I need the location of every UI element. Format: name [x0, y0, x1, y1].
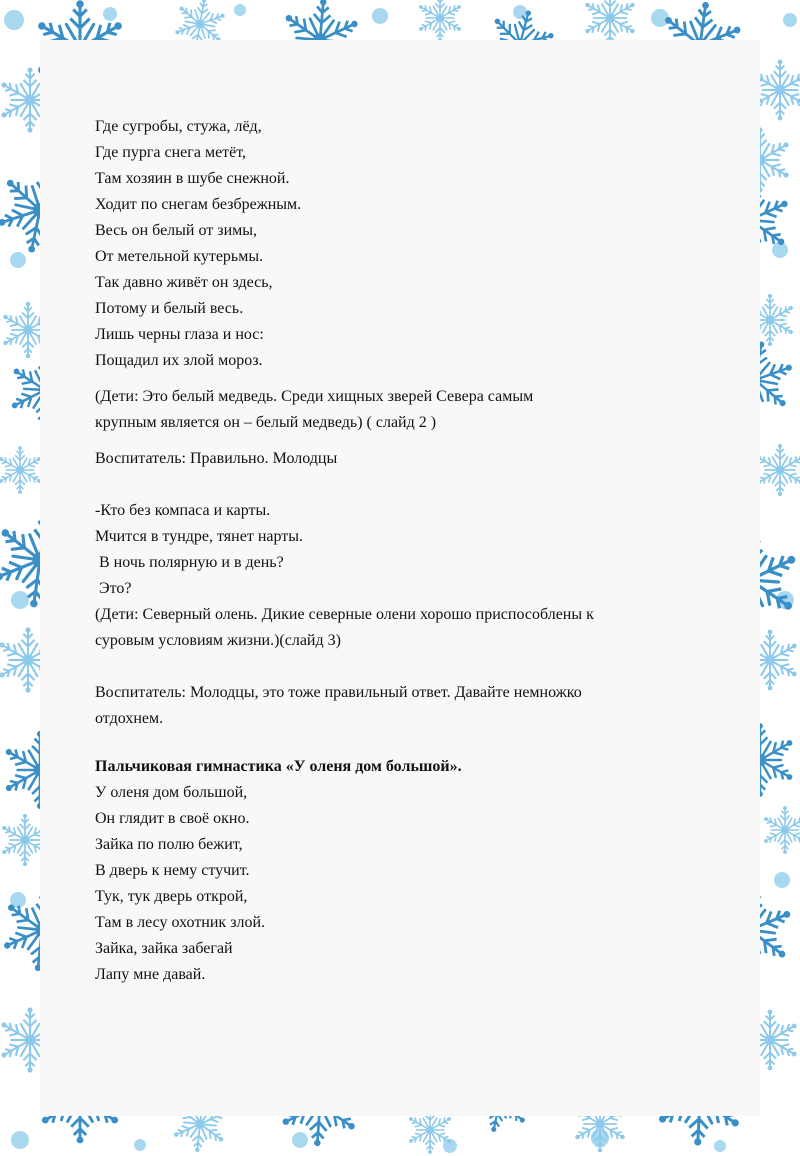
answer-line: (Дети: Это белый медведь. Среди хищных зверей Севера самым [95, 388, 534, 405]
teacher-line: Воспитатель: Молодцы, это тоже правильный ответ. Давайте немножко [95, 684, 582, 701]
poem-line: От метельной кутерьмы. [95, 248, 264, 265]
document-text [95, 114, 745, 988]
snow-dot [513, 5, 527, 19]
poem-1 [95, 114, 745, 374]
snow-dot [783, 13, 797, 27]
teacher-remark: Воспитатель: Правильно. Молодцы [95, 450, 338, 467]
poem-line: Где сугробы, стужа, лёд, [95, 118, 262, 135]
poem-line: Потому и белый весь. [95, 300, 244, 317]
answer-line: суровым условиям жизни.)(слайд 3) [95, 632, 341, 649]
snow-dot [10, 252, 26, 268]
riddle-line: -Кто без компаса и карты. [95, 502, 271, 519]
poem-line: Зайка по полю бежит, [95, 836, 243, 853]
snow-dot [234, 4, 246, 16]
riddle-line: Мчится в тундре, тянет нарты. [95, 528, 304, 545]
poem-line: Весь он белый от зимы, [95, 222, 257, 239]
poem-line: Он глядит в своё окно. [95, 810, 250, 827]
snow-dot [134, 1139, 146, 1151]
snow-dot [372, 8, 388, 24]
poem-line: Зайка, зайка забегай [95, 940, 233, 957]
teacher-line: отдохнем. [95, 710, 164, 727]
poem-line: Ходит по снегам безбрежным. [95, 196, 302, 213]
riddle-reindeer [95, 498, 745, 654]
poem-line: У оленя дом большой, [95, 784, 248, 801]
poem-line: Пощадил их злой мороз. [95, 352, 263, 369]
poem-line: Там в лесу охотник злой. [95, 914, 266, 931]
poem-line: Лишь черны глаза и нос: [95, 326, 264, 343]
answer-line: крупным является он – белый медведь) ( слайд 2 ) [95, 414, 437, 431]
poem-line: Тук, тук дверь открой, [95, 888, 248, 905]
riddle-line: Это? [95, 580, 132, 597]
snowflake-icon [762, 806, 800, 854]
snow-dot [11, 1131, 29, 1149]
poem-line: Там хозяин в шубе снежной. [95, 170, 290, 187]
snow-dot [103, 7, 117, 21]
gymnastics-title: Пальчиковая гимнастика «У оленя дом большой». [95, 758, 462, 775]
snow-dot [774, 872, 790, 888]
snow-dot [714, 1140, 726, 1152]
poem-line: В дверь к нему стучит. [95, 862, 250, 879]
snow-dot [4, 10, 24, 30]
snowflake-icon [417, 0, 463, 42]
answer-polar-bear [95, 384, 745, 436]
poem-line: Где пурга снега метёт, [95, 144, 247, 161]
snow-dot [11, 591, 29, 609]
teacher-remark-2 [95, 680, 745, 732]
riddle-line: В ночь полярную и в день? [95, 554, 284, 571]
poem-line: Так давно живёт он здесь, [95, 274, 273, 291]
poem-line: Лапу мне давай. [95, 966, 206, 983]
snowflake-icon [755, 444, 800, 496]
snowflake-icon [0, 446, 43, 494]
gymnastics-poem [95, 780, 745, 988]
answer-line: (Дети: Северный олень. Дикие северные олени хорошо приспособлены к [95, 606, 594, 623]
snow-dot [292, 1132, 308, 1148]
